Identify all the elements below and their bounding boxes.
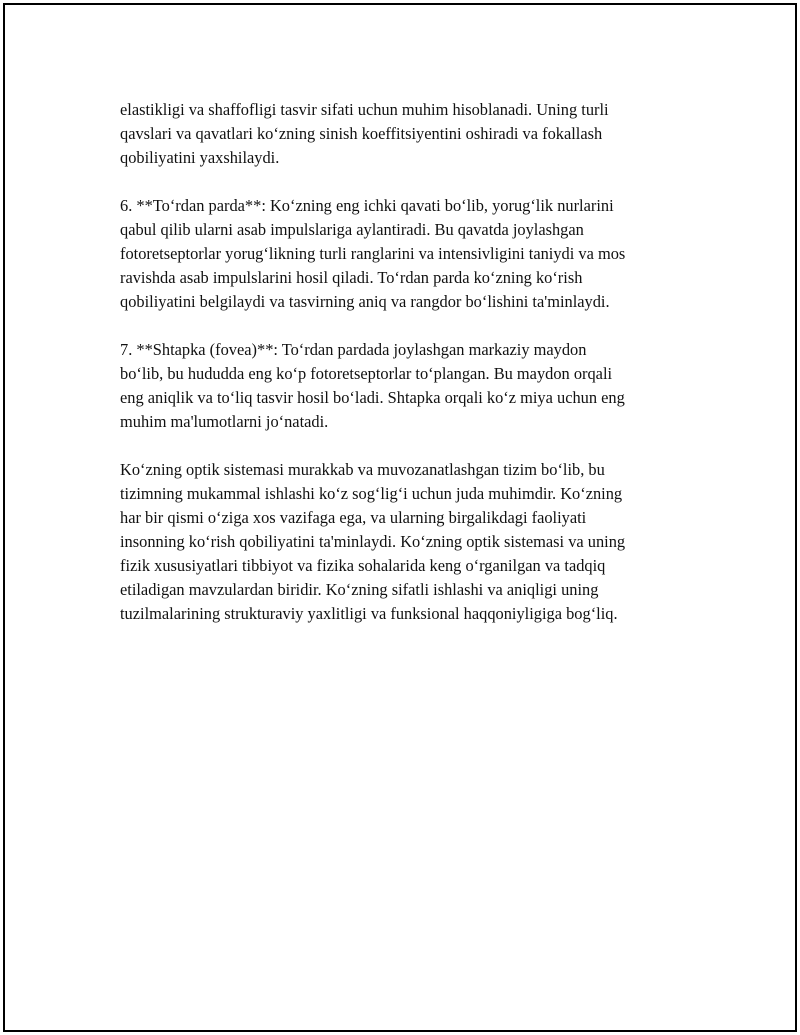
text-line: insonning ko‘rish qobiliyatini ta'minlaydi. Ko‘zning optik sistemasi va uning: [120, 532, 626, 551]
text-line: tizimning mukammal ishlashi ko‘z sog‘lig‘i uchun juda muhimdir. Ko‘zning: [120, 484, 623, 503]
paragraph-fovea: [120, 338, 700, 434]
text-line: har bir qismi o‘ziga xos vazifaga ega, va ularning birgalikdagi faoliyati: [120, 508, 587, 527]
text-line: qobiliyatini yaxshilaydi.: [120, 148, 280, 167]
document-body: [120, 98, 700, 650]
text-line: tuzilmalarining strukturaviy yaxlitligi va funksional haqqoniyligiga bog‘liq.: [120, 604, 618, 623]
text-line: etiladigan mavzulardan biridir. Ko‘zning sifatli ishlashi va aniqligi uning: [120, 580, 599, 599]
text-line: qabul qilib ularni asab impulslariga aylantiradi. Bu qavatda joylashgan: [120, 220, 584, 239]
text-line: fotoretseptorlar yorug‘likning turli ranglarini va intensivligini taniydi va mos: [120, 244, 626, 263]
text-line: eng aniqlik va to‘liq tasvir hosil bo‘ladi. Shtapka orqali ko‘z miya uchun eng: [120, 388, 625, 407]
text-line: ravishda asab impulslarini hosil qiladi. To‘rdan parda ko‘zning ko‘rish: [120, 268, 583, 287]
paragraph-lens-continuation: [120, 98, 700, 170]
document-page: [3, 3, 797, 1032]
paragraph-retina: [120, 194, 700, 314]
text-line: 6. **To‘rdan parda**: Ko‘zning eng ichki qavati bo‘lib, yorug‘lik nurlarini: [120, 196, 614, 215]
text-line: qavslari va qavatlari ko‘zning sinish koeffitsiyentini oshiradi va fokallash: [120, 124, 603, 143]
text-line: fizik xususiyatlari tibbiyot va fizika sohalarida keng o‘rganilgan va tadqiq: [120, 556, 606, 575]
text-line: Ko‘zning optik sistemasi murakkab va muvozanatlashgan tizim bo‘lib, bu: [120, 460, 605, 479]
text-line: bo‘lib, bu hududda eng ko‘p fotoretseptorlar to‘plangan. Bu maydon orqali: [120, 364, 613, 383]
text-line: elastikligi va shaffofligi tasvir sifati uchun muhim hisoblanadi. Uning turli: [120, 100, 609, 119]
text-line: qobiliyatini belgilaydi va tasvirning aniq va rangdor bo‘lishini ta'minlaydi.: [120, 292, 610, 311]
text-line: muhim ma'lumotlarni jo‘natadi.: [120, 412, 329, 431]
text-line: 7. **Shtapka (fovea)**: To‘rdan pardada joylashgan markaziy maydon: [120, 340, 587, 359]
paragraph-conclusion: [120, 458, 700, 626]
